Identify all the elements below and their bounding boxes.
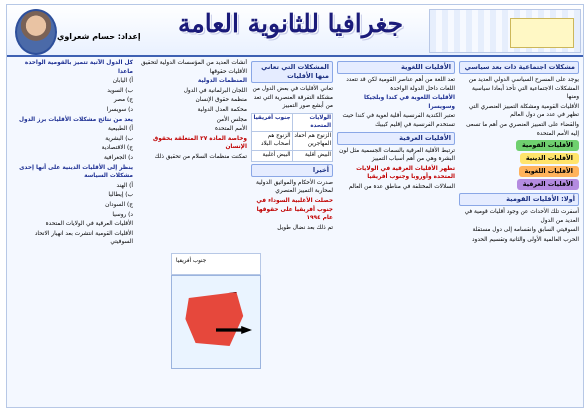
- text-block: وخاصة المادة ٢٧ المتعلقة بحقوق الإنسان: [153, 135, 247, 151]
- text-block: أسفرت تلك الأحداث عن وجود أقليات قومية في العديد من الدول: [464, 209, 579, 224]
- text-block: أنشأت العديد من المؤسسات الدولية لتحقيق الأقليات حقوقها: [141, 60, 247, 75]
- tag-national-minorities: الأقليات القومية: [516, 140, 579, 151]
- text-block: السلالات المختلفة في مناطق عدة من العالم: [348, 183, 455, 190]
- tag-ethnic-minorities: الأقليات العرقية: [517, 179, 579, 190]
- text-block: والقضاء على التمييز العنصري من أهم ما تسعى إليه الأمم المتحدة: [466, 121, 579, 137]
- banner-card: [510, 18, 574, 48]
- text-block: الأقليات اللغوية في كندا وبلجيكا وسويسرا: [363, 95, 455, 110]
- table-header-usa: الولايات المتحدة: [293, 114, 333, 132]
- section-minority-problems: المشكلات التي تعاني منها الأقليات: [251, 61, 333, 83]
- option: أ) الهند: [116, 182, 133, 189]
- option: د) الجغرافية: [103, 154, 133, 161]
- text-block: الأمم المتحدة: [214, 126, 247, 133]
- text-block: الأقليات القومية انتشرت بعد انهيار الاتحاد السوفيتي: [34, 230, 133, 246]
- table-cell: الزنوج هم أحفاد المهاجرين: [293, 132, 333, 150]
- text-block: منظمة حقوق الإنسان: [195, 97, 247, 104]
- option: أ) الطبيعية: [108, 126, 133, 133]
- page-title: جغرافيا للثانوية العامة: [177, 9, 404, 38]
- author-name: إعداد: حسام شعراوي: [57, 32, 141, 41]
- question: ينظر إلى الأقليات الدينية على أنها إحدى مشكلات السياسة: [19, 164, 133, 180]
- column-center: [251, 59, 333, 405]
- option: ج) مصر: [113, 97, 133, 104]
- table-cell: البيض أغلبية: [252, 151, 292, 161]
- south-africa-map: [171, 275, 261, 369]
- worksheet-page: [6, 4, 584, 408]
- option: د) روسيا: [112, 211, 133, 218]
- column-right: [459, 59, 579, 405]
- question: كل الدول الآتية تتميز بالقومية الواحدة ماعدا: [24, 60, 133, 75]
- text-block: يوجد على المسرح السياسي الدولي العديد من المشكلات الاجتماعية التي تأخذ أبعادا سياسية ومنها: [468, 77, 579, 101]
- tag-religious-minorities: الأقليات الدينية: [520, 153, 579, 164]
- text-block: الأقليات العرقية في الولايات المتحدة: [45, 221, 133, 228]
- text-block: تظهر الأقليات العرقية في الولايات المتحدة وأوروبا وجنوب أفريقيا: [356, 165, 455, 181]
- text-block: المنظمات الدولية: [197, 78, 247, 85]
- text-block: ترتبط الأقلية العرقية بالسمات الجسمية مثل لون البشرة وهي من أهم أسباب التمييز: [339, 147, 455, 163]
- text-block: محكمة العدل الدولية: [197, 106, 247, 113]
- text-block: تمكنت منظمات السلام من تحقيق ذلك: [154, 153, 247, 160]
- text-block: حصلت الأغلبية السوداء في جنوب أفريقيا على حقوقها عام ١٩٩٤: [256, 197, 333, 222]
- map-caption: جنوب أفريقيا: [176, 258, 207, 264]
- section-finally: أخيرا: [251, 164, 333, 177]
- header: [7, 5, 583, 57]
- author-box: [15, 9, 155, 51]
- section-national-minorities: أولا: الأقليات القومية: [459, 193, 579, 206]
- column-right-2: [337, 59, 455, 405]
- tag-linguistic-minorities: الأقليات اللغوية: [519, 166, 580, 177]
- text-block: تعتبر الكندية الفرنسية أقلية لغوية في كندا حيث تستخدم الفرنسية في إقليم كيبيك: [342, 113, 455, 128]
- text-block: الحرب العالمية الأولى والثانية وتقسيم الحدود: [471, 236, 579, 243]
- text-block: اللجان البرلمانية في الدول: [183, 87, 247, 94]
- section-social-problems: مشكلات اجتماعية ذات بعد سياسي: [459, 61, 579, 74]
- column-left: [11, 59, 133, 405]
- section-linguistic-minorities: الأقليات اللغوية: [337, 61, 455, 74]
- option: ب) البشرية: [105, 135, 133, 142]
- text-block: تعاني الأقليات في بعض الدول من مشكلة التفرقة العنصرية التي تعد من أبشع صور التمييز: [252, 86, 333, 110]
- map-caption-box: [171, 253, 261, 275]
- section-ethnic-minorities: الأقليات العرقية: [337, 132, 455, 145]
- table-header-south-africa: جنوب أفريقيا: [252, 114, 292, 132]
- option: ب) إيطاليا: [108, 192, 133, 199]
- text-block: تم ذلك بعد نضال طويل: [277, 224, 333, 231]
- text-block: تعد اللغة من أهم عناصر القومية لكن قد تتعدد اللغات داخل الدولة الواحدة: [346, 77, 455, 92]
- map-country-shape: [182, 292, 250, 352]
- option: د) سويسرا: [106, 106, 133, 113]
- text-block: مجلس الأمن: [216, 116, 247, 123]
- text-block: السوفيتي السابق وانقسامه إلى دول مستقلة: [472, 227, 579, 234]
- text-block: صدرت الأحكام والمواثيق الدولية لمحاربة التمييز العنصري: [256, 179, 333, 195]
- option: ب) السويد: [107, 87, 133, 94]
- comparison-table: [251, 113, 333, 162]
- table-cell: البيض أقلية: [293, 151, 333, 161]
- top-right-banner: [429, 9, 581, 53]
- question: يعد من نتائج مشكلات الأقليات برز الدول: [19, 116, 133, 123]
- text-block: الأقليات القومية ومشكلة التمييز العنصري التي تظهر في عدد من دول العالم: [468, 103, 579, 119]
- option: ج) السودان: [105, 201, 133, 208]
- author-photo: [15, 9, 57, 55]
- option: أ) اليابان: [112, 78, 133, 85]
- option: ج) الاقتصادية: [101, 145, 133, 152]
- table-cell: الزنوج هم أصحاب البلاد: [252, 132, 292, 150]
